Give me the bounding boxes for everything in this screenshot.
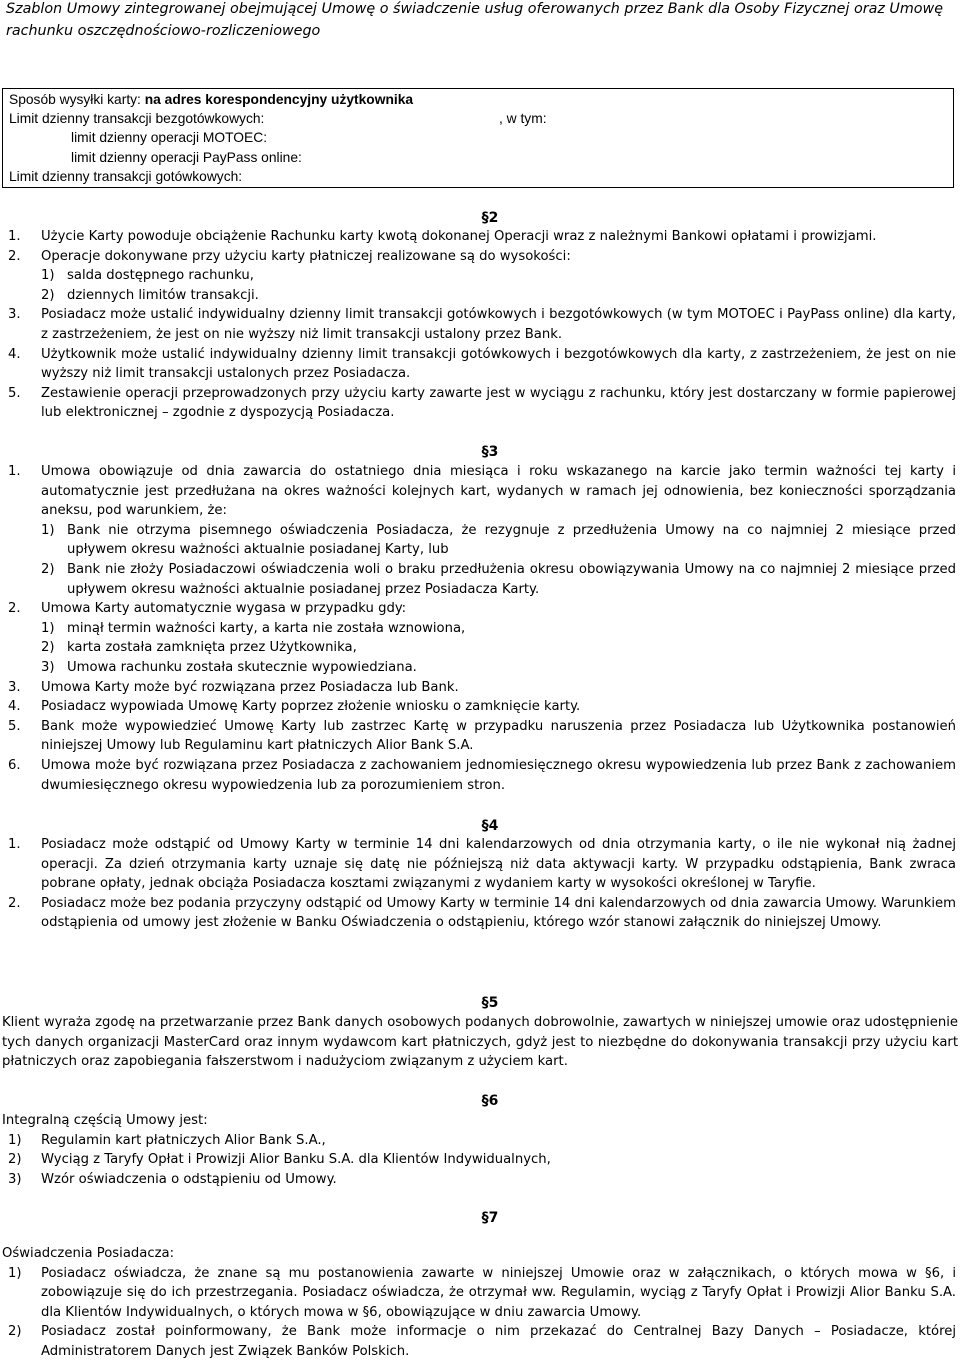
sub-list-item: 2) dziennych limitów transakcji. [41, 287, 259, 303]
list-item: 2. Operacje dokonywane przy użyciu karty płatniczej realizowane są do wysokości: [8, 248, 571, 264]
list-item: 2) Posiadacz został poinformowany, że Bank może informacje o nim przekazać do Centralnej Bazy Danych – Posiadacze, której Administratorem Danych jest Związek Banków Polskich. [8, 1324, 956, 1359]
section-heading-2: §2 [481, 210, 499, 226]
document-header: Szablon Umowy zintegrowanej obejmującej Umowę o świadczenie usług oferowanych przez Bank dla Osoby Fizycznej oraz Umowę rachunku oszczędnościowo-rozliczeniowego [6, 1, 944, 39]
section-6-body [0, 1111, 956, 1189]
list-item: 4. Użytkownik może ustalić indywidualny dzienny limit transakcji gotówkowych i bezgotówkowych dla karty, z zastrzeżeniem, że jest on nie wyższy niż limit transakcji ustalonych przez Posiadacza. [8, 346, 956, 382]
paypass-limit-label: limit dzienny operacji PayPass online: [71, 149, 302, 165]
list-item: 5. Zestawienie operacji przeprowadzonych przy użyciu karty zawarte jest w wyciągu z rachunku, który jest dostarczany w formie papierowej lub elektronicznej – zgodnie z dyspozycją Posiadacza. [8, 385, 956, 421]
section-5-text: Klient wyraża zgodę na przetwarzanie przez Bank danych osobowych podanych dobrowolnie, zawartych w niniejszej umowie oraz udostępnienie tych danych organizacji MasterCard oraz innym wydawcom kart płatniczych, gdyż jest to niezbędne do dokonywania transakcji przy użyciu kart płatniczych oraz zapobiegania fałszerstwom i nadużyciom związanym z użyciem kart. [2, 1015, 958, 1070]
section-heading-3: §3 [481, 444, 499, 460]
section-heading-7: §7 [481, 1210, 499, 1226]
list-item: 5. Bank może wypowiedzieć Umowę Karty lub zastrzec Kartę w przypadku naruszenia przez Posiadacza lub Użytkownika postanowień niniejszej Umowy lub Regulaminu kart płatniczych Alior Bank S.A. [8, 718, 956, 754]
section-3-body [0, 462, 956, 795]
sub-list-item: 2) karta została zamknięta przez Użytkownika, [41, 640, 357, 656]
list-item: 1. Posiadacz może odstąpić od Umowy Karty w terminie 14 dni kalendarzowych od dnia otrzymania karty, o ile nie wykonał nią żadnej operacji. Za dzień otrzymania karty uznaje się datę nie późniejszą niż data aktywacji karty. W przypadku odstąpienia, Bank zwraca pobrane opłaty, jednak obciąża Posiadacza kosztami związanymi z wydaniem karty w wysokości określonej w Taryfie. [8, 837, 956, 892]
list-item: 1. Umowa obowiązuje od dnia zawarcia do ostatniego dnia miesiąca i roku wskazanego na karcie jako termin ważności tej karty i automatycznie jest przedłużana na okres ważności kolejnych kart, wydanych w ramach jej odnowienia, bez konieczności sporządzania aneksu, pod warunkiem, że: [8, 464, 956, 519]
sub-list-item: 2) Bank nie złoży Posiadaczowi oświadczenia woli o braku przedłużenia okresu obowiązywania Umowy na co najmniej 2 miesiące przed upływem okresu ważności aktualnie posiadanej przez Posiadacza Karty. [41, 561, 956, 597]
section-6-intro: Integralną częścią Umowy jest: [2, 1113, 208, 1128]
list-item: 3. Umowa Karty może być rozwiązana przez Posiadacza lub Bank. [8, 679, 459, 695]
sub-list-item: 1) Bank nie otrzyma pisemnego oświadczenia Posiadacza, że rezygnuje z przedłużenia Umowy na co najmniej 2 miesiące przed upływem okresu ważności aktualnie posiadanej Karty, lub [41, 522, 956, 558]
list-item: 1. Użycie Karty powoduje obciążenie Rachunku karty kwotą dokonanej Operacji wraz z należnymi Bankowi opłatami i prowizjami. [8, 229, 877, 244]
section-7-intro: Oświadczenia Posiadacza: [2, 1246, 175, 1261]
in-which-label: , w tym: [499, 111, 547, 126]
dispatch-row [9, 90, 953, 109]
section-4-body [0, 835, 956, 933]
list-item: 1) Posiadacz oświadcza, że znane są mu postanowienia zawarte w niniejszej Umowie oraz w załącznikach, o których mowa w §6, i zobowiązuje się do ich przestrzegania. Posiadacz oświadcza, że otrzymał ww. Regulamin, wyciąg z Taryfy Opłat i Prowizji Alior Banku S.A. dla Klientów Indywidualnych, o których mowa w §6, obowiązujące w dniu zawarcia Umowy. [8, 1265, 956, 1320]
section-heading-6: §6 [481, 1093, 499, 1109]
sub-list-item: 1) minął termin ważności karty, a karta nie została wznowiona, [41, 620, 466, 636]
list-item: 6. Umowa może być rozwiązana przez Posiadacza z zachowaniem jednomiesięcznego okresu wypowiedzenia lub przez Bank z zachowaniem dwumiesięcznego okresu wypowiedzenia lub za porozumieniem stron. [8, 757, 956, 793]
list-item: 4. Posiadacz wypowiada Umowę Karty poprzez złożenie wniosku o zamknięcie karty. [8, 699, 581, 715]
section-2-body [0, 227, 956, 423]
section-heading-5: §5 [481, 995, 499, 1011]
moto-limit-label: limit dzienny operacji MOTOEC: [71, 130, 268, 146]
sub-list-item: 1) salda dostępnego rachunku, [41, 268, 254, 284]
noncash-limit-label: Limit dzienny transakcji bezgotówkowych: [9, 111, 265, 127]
section-heading-4: §4 [481, 818, 499, 834]
dispatch-value: na adres korespondencyjny użytkownika [144, 92, 414, 107]
dispatch-label: Sposób wysyłki karty: [9, 92, 145, 107]
card-details-box [2, 88, 954, 188]
list-item: 2. Posiadacz może bez podania przyczyny odstąpić od Umowy Karty w terminie 14 dni kalendarzowych od dnia zawarcia Umowy. Warunkiem odstąpienia od umowy jest złożenie w Banku Oświadczenia o odstąpieniu, którego wzór stanowi załącznik do niniejszej Umowy. [8, 895, 956, 931]
list-item: 2) Wyciąg z Taryfy Opłat i Prowizji Alior Banku S.A. dla Klientów Indywidualnych, [8, 1152, 551, 1168]
list-item: 3) Wzór oświadczenia o odstąpieniu od Umowy. [8, 1171, 337, 1187]
section-7-body [0, 1244, 956, 1362]
list-item: 1) Regulamin kart płatniczych Alior Bank S.A., [8, 1132, 326, 1148]
cash-limit-label: Limit dzienny transakcji gotówkowych: [9, 168, 243, 184]
list-item: 3. Posiadacz może ustalić indywidualny dzienny limit transakcji gotówkowych i bezgotówkowych (w tym MOTOEC i PayPass online) dla karty, z zastrzeżeniem, że jest on nie wyższy niż limit transakcji ustalony przez Bank. [8, 307, 956, 342]
list-item: 2. Umowa Karty automatycznie wygasa w przypadku gdy: [8, 601, 407, 617]
sub-list-item: 3) Umowa rachunku została skutecznie wypowiedziana. [41, 659, 417, 675]
